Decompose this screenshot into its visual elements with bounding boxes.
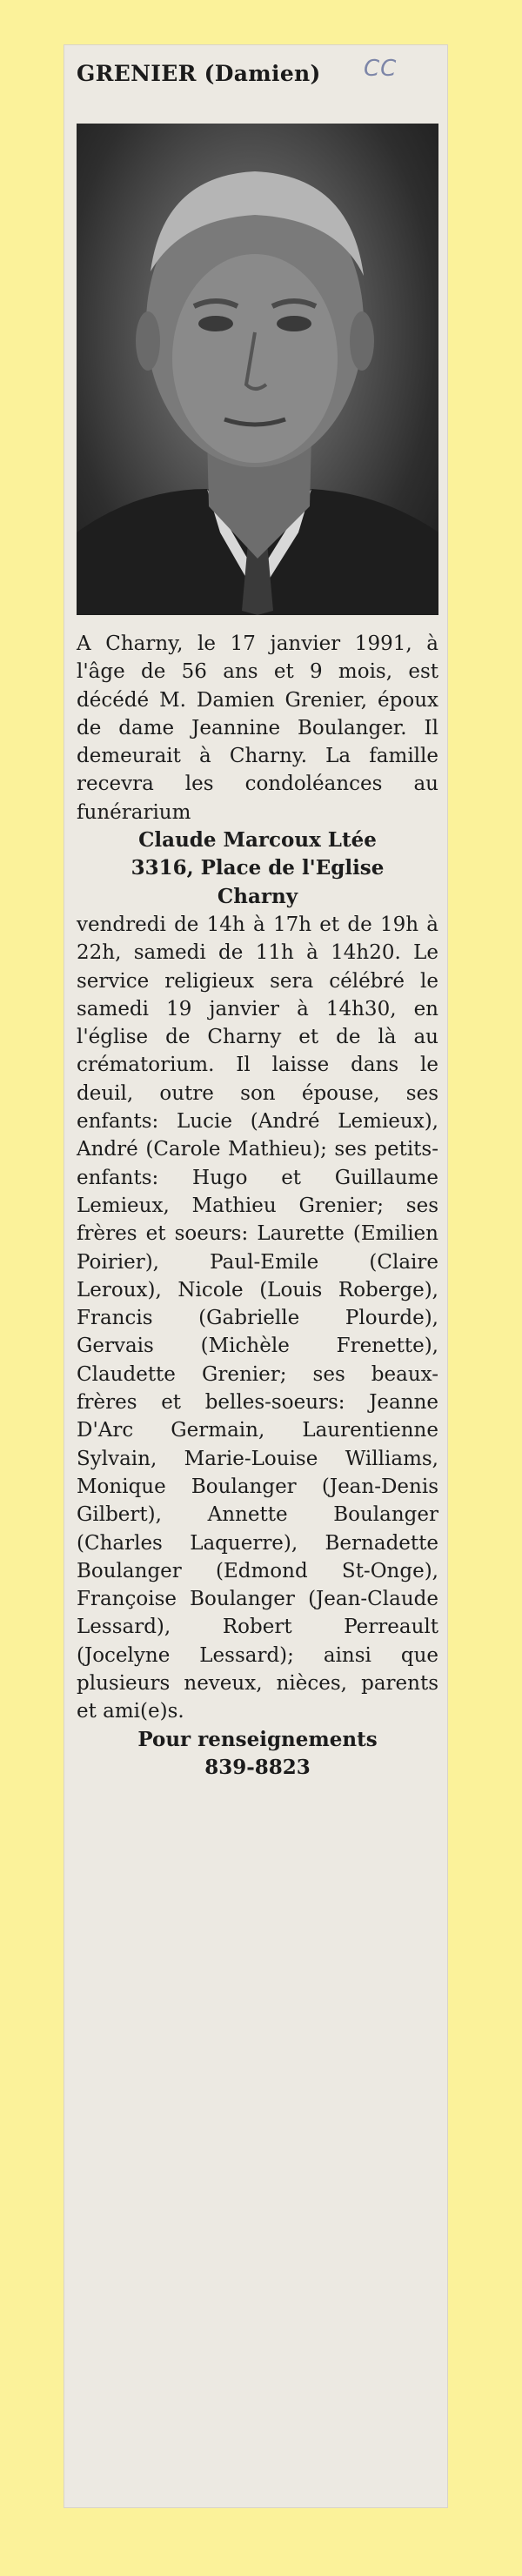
info-label: Pour renseignements xyxy=(137,1727,378,1751)
obituary-header xyxy=(77,56,442,124)
funeral-home-city: Charny xyxy=(217,884,298,908)
notice-paragraph-1: A Charny, le 17 janvier 1991, à l'âge de 56 ans et 9 mois, est décédé M. Damien Grenier, époux de dame Jeannine Boulanger. Il demeurait à Charny. La famille recevra les condoléances au funérarium xyxy=(77,632,438,824)
obituary-text xyxy=(77,630,438,1782)
portrait-photo xyxy=(77,124,438,615)
funeral-home-name: Claude Marcoux Ltée xyxy=(138,828,377,853)
deceased-name: GRENIER (Damien) xyxy=(77,61,321,86)
info-phone: 839-8823 xyxy=(204,1755,311,1779)
handwritten-note: CC xyxy=(364,56,398,82)
obituary-clipping xyxy=(64,45,447,2507)
notice-paragraph-2: vendredi de 14h à 17h et de 19h à 22h, samedi de 11h à 14h20. Le service religieux sera célébré le samedi 19 janvier à 14h30, en l'église de Charny et de là au crématorium. Il laisse dans le deuil, outre son épouse, ses enfants: Lucie (André Lemieux), André (Carole Mathieu); ses petits-enfants: Hugo et Guillaume Lemieux, Mathieu Grenier; ses frères et soeurs: Laurette (Emilien Poirier), Paul-Emile (Claire Leroux), Nicole (Louis Roberge), Francis (Gabrielle Plourde), Gervais (Michèle Frenette), Claudette Grenier; ses beaux-frères et belles-soeurs: Jeanne D'Arc Germain, Laurentienne Sylvain, Marie-Louise Williams, Monique Boulanger (Jean-Denis Gilbert), Annette Boulanger (Charles Laquerre), Bernadette Boulanger (Edmond St-Onge), Françoise Boulanger (Jean-Claude Lessard), Robert Perreault (Jocelyne Lessard); ainsi que plusieurs neveux, nièces, parents et ami(e)s. xyxy=(77,913,438,1723)
portrait-icon xyxy=(77,124,438,615)
funeral-home-address: 3316, Place de l'Eglise xyxy=(130,856,385,880)
